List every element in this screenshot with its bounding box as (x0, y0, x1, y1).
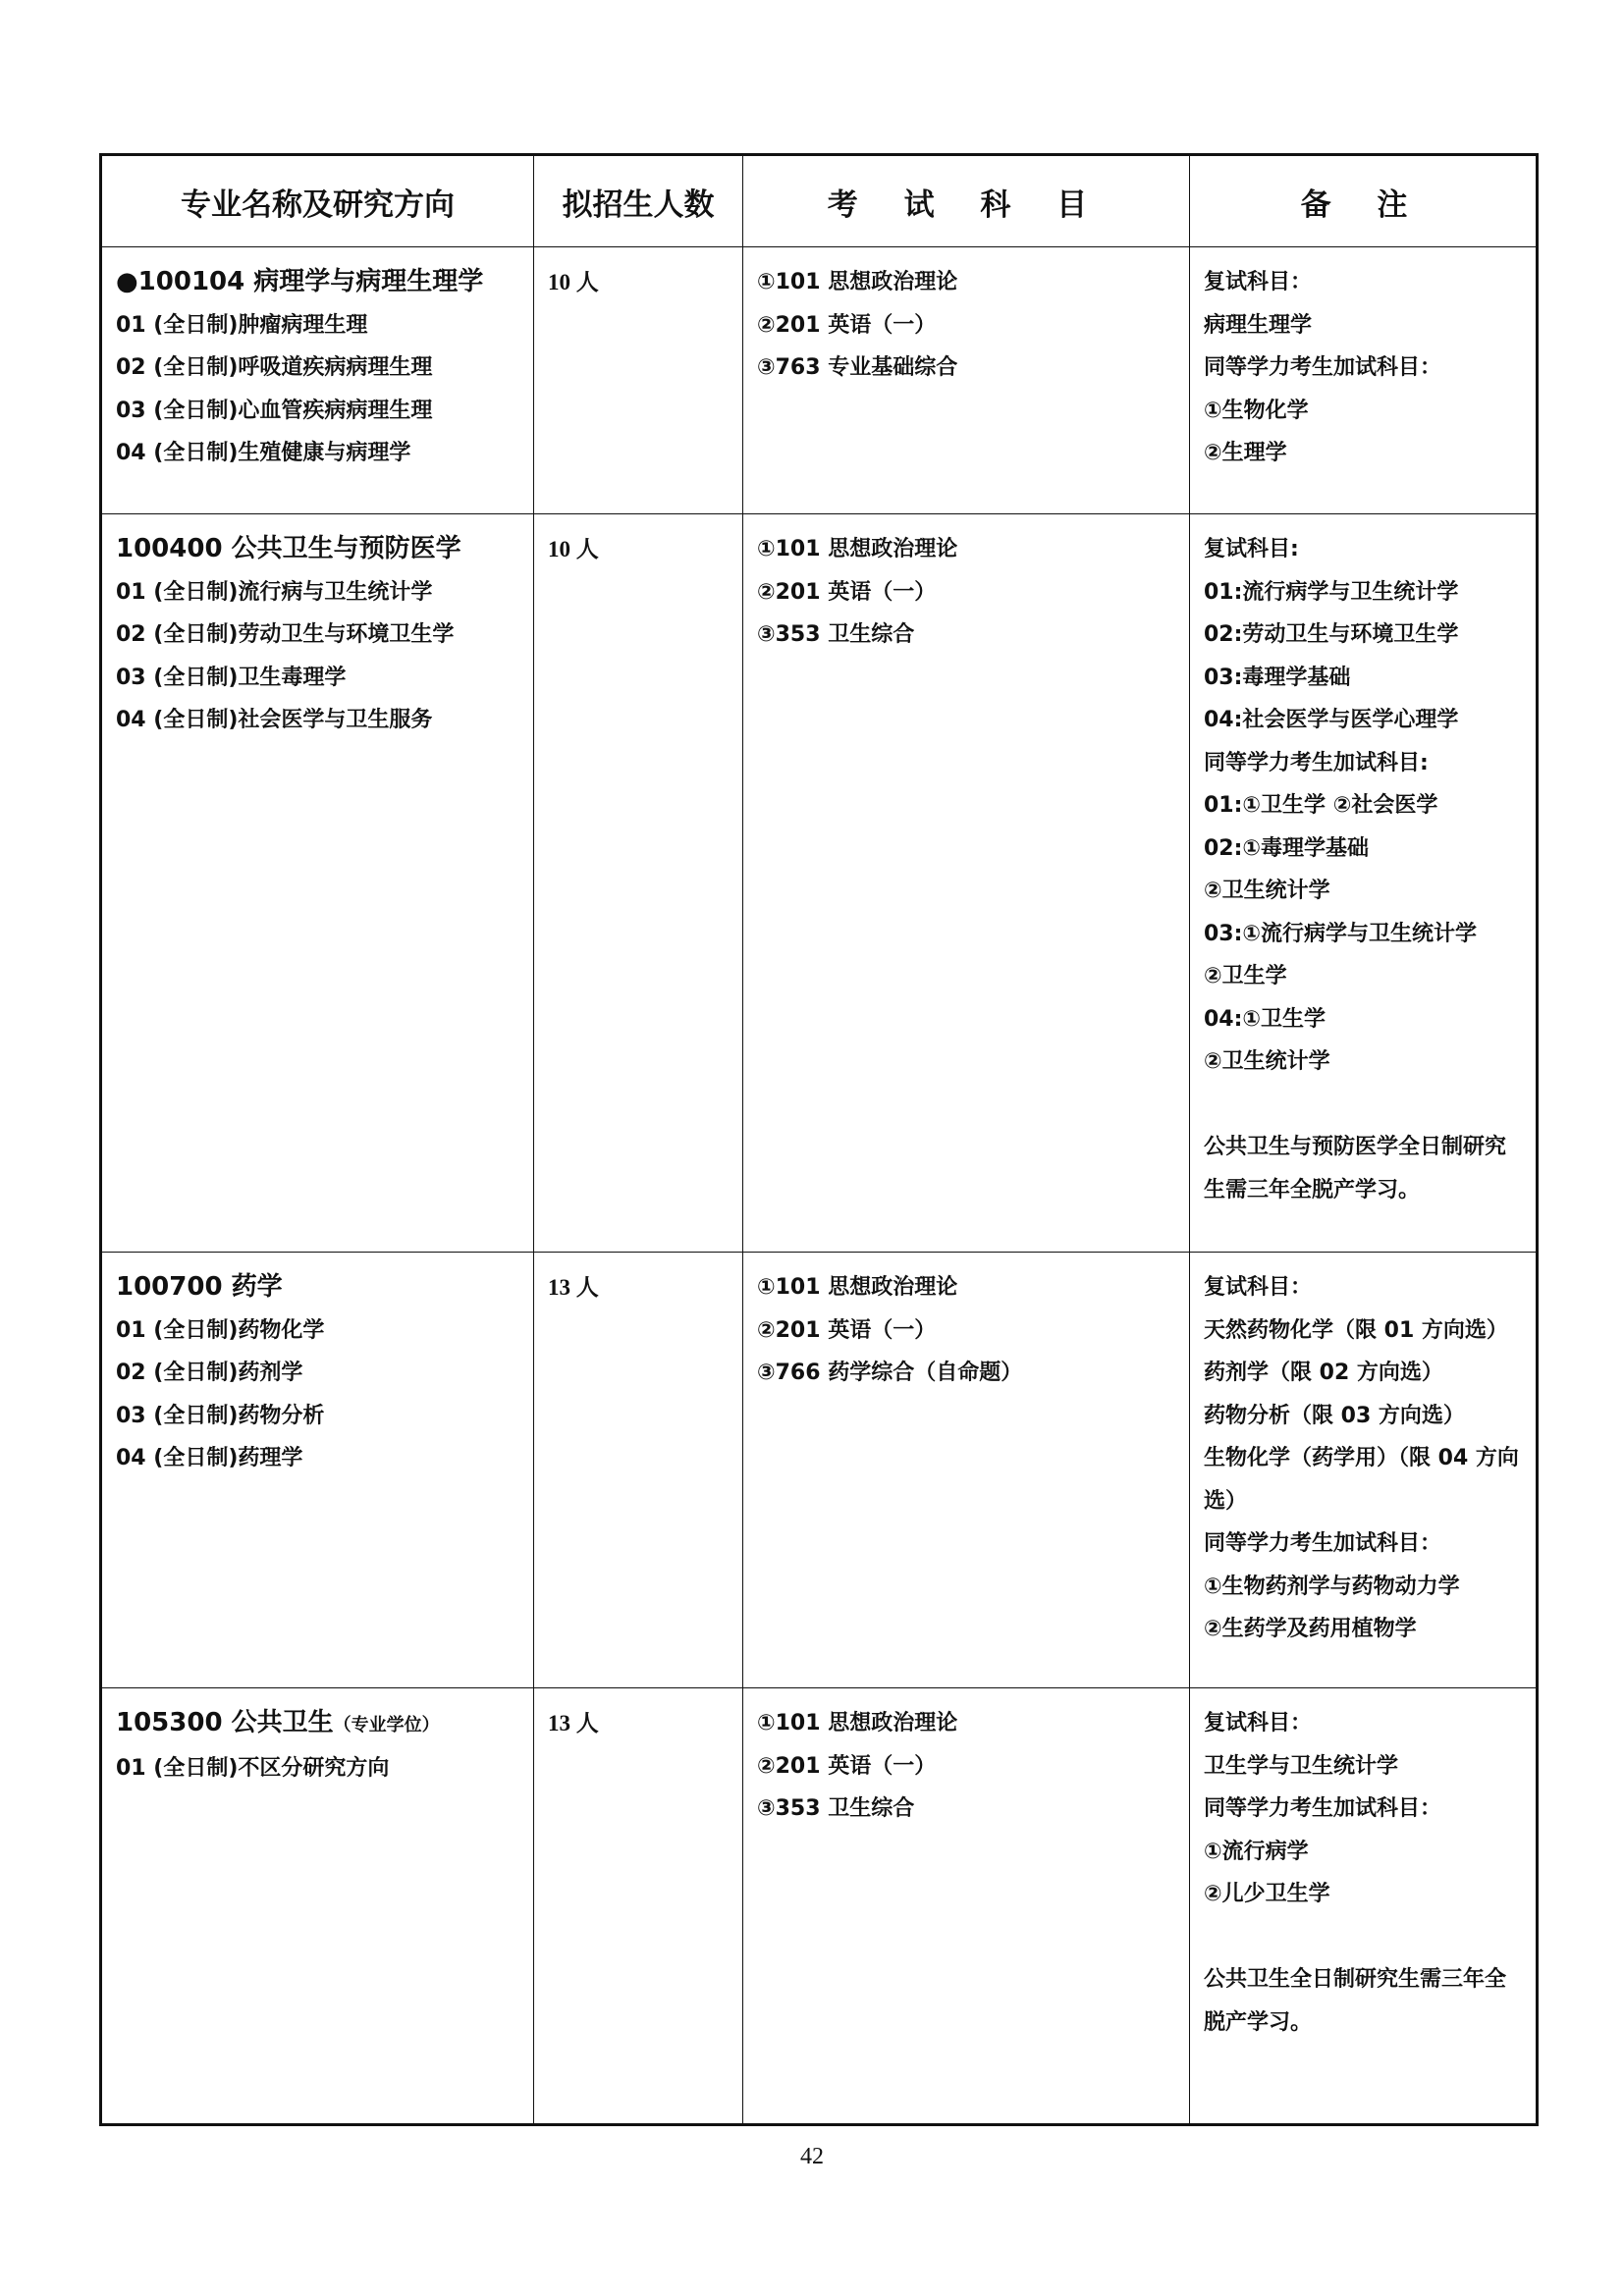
quota-value: 10 人 (548, 537, 599, 561)
note-item: 病理生理学 (1204, 312, 1313, 338)
direction-item: 03 (全日制)卫生毒理学 (116, 665, 347, 690)
note-item: 药物分析（限 03 方向选） (1204, 1403, 1465, 1428)
note-item: 02:劳动卫生与环境卫生学 (1204, 622, 1459, 647)
note-item: 复试科目： (1204, 1711, 1313, 1735)
note-item: 同等学力考生加试科目： (1204, 1531, 1442, 1556)
quota-cell (534, 514, 743, 1253)
quota-cell (534, 247, 743, 514)
major-title (116, 1702, 521, 1747)
subject-item: ②201 英语（一） (757, 1317, 937, 1343)
subject-item: ②201 英语（一） (757, 312, 937, 338)
major-name: 105300 公共卫生 (116, 1708, 334, 1737)
note-item: ②卫生学 (1204, 964, 1287, 988)
note-item: 复试科目： (1204, 270, 1313, 294)
header-notes: 备 注 (1190, 155, 1538, 247)
note-item: 天然药物化学（限 01 方向选） (1204, 1317, 1508, 1343)
note-item: ②儿少卫生学 (1204, 1882, 1330, 1906)
note-item: ②卫生统计学 (1204, 1049, 1330, 1074)
note-item: 药剂学（限 02 方向选） (1204, 1361, 1443, 1385)
subject-item: ①101 思想政治理论 (757, 537, 958, 561)
note-item: ②卫生统计学 (1204, 879, 1330, 903)
header-subjects: 考 试 科 目 (743, 155, 1190, 247)
table-row (101, 247, 1538, 514)
major-cell (101, 1253, 534, 1688)
note-item: ①流行病学 (1204, 1839, 1309, 1864)
notes-cell (1190, 1253, 1538, 1688)
note-item: 03:①流行病学与卫生统计学 (1204, 921, 1478, 946)
note-item: 02:①毒理学基础 (1204, 835, 1370, 861)
note-item: 同等学力考生加试科目： (1204, 355, 1442, 380)
admissions-catalog-table (99, 153, 1539, 2126)
note-item: 生物化学（药学用）（限 04 方向选） (1204, 1446, 1519, 1514)
subjects-cell (743, 514, 1190, 1253)
direction-item: 01 (全日制)肿瘤病理生理 (116, 312, 368, 338)
table-row (101, 1688, 1538, 2125)
subject-item: ①101 思想政治理论 (757, 1711, 958, 1735)
note-item: 04:①卫生学 (1204, 1006, 1326, 1032)
subjects-cell (743, 1253, 1190, 1688)
note-item: 03:毒理学基础 (1204, 665, 1351, 690)
page-number: 42 (800, 2144, 824, 2169)
note-item: 卫生学与卫生统计学 (1204, 1753, 1399, 1779)
subject-item: ①101 思想政治理论 (757, 270, 958, 294)
notes-cell (1190, 247, 1538, 514)
note-item: ②生理学 (1204, 441, 1287, 465)
direction-item: 03 (全日制)药物分析 (116, 1403, 325, 1428)
note-item: 01:①卫生学 ②社会医学 (1204, 793, 1438, 818)
header-quota: 拟招生人数 (534, 155, 743, 247)
major-cell (101, 514, 534, 1253)
spacer (1204, 1084, 1524, 1127)
note-item: ①生物药剂学与药物动力学 (1204, 1574, 1460, 1599)
direction-item: 02 (全日制)呼吸道疾病病理生理 (116, 355, 433, 380)
note-remark: 公共卫生与预防医学全日制研究生需三年全脱产学习。 (1204, 1135, 1507, 1202)
subject-item: ③766 药学综合（自命题） (757, 1361, 1023, 1385)
subject-item: ②201 英语（一） (757, 1753, 937, 1779)
subject-item: ③763 专业基础综合 (757, 355, 958, 380)
note-item: 04:社会医学与医学心理学 (1204, 708, 1459, 732)
quota-cell (534, 1253, 743, 1688)
direction-item: 04 (全日制)社会医学与卫生服务 (116, 708, 433, 732)
note-remark: 公共卫生全日制研究生需三年全脱产学习。 (1204, 1967, 1507, 2035)
major-title: 100700 药学 (116, 1272, 283, 1302)
direction-item: 01 (全日制)不区分研究方向 (116, 1755, 390, 1781)
note-item: ①生物化学 (1204, 398, 1309, 423)
subject-item: ②201 英语（一） (757, 579, 937, 605)
major-cell (101, 247, 534, 514)
direction-item: 01 (全日制)药物化学 (116, 1317, 325, 1343)
note-item: 同等学力考生加试科目: (1204, 750, 1429, 775)
note-item: ②生药学及药用植物学 (1204, 1617, 1417, 1641)
subject-item: ③353 卫生综合 (757, 622, 915, 647)
major-cell (101, 1688, 534, 2125)
header-row (101, 155, 1538, 247)
subject-item: ①101 思想政治理论 (757, 1275, 958, 1300)
spacer (1204, 1916, 1524, 1959)
notes-cell (1190, 514, 1538, 1253)
direction-item: 01 (全日制)流行病与卫生统计学 (116, 579, 433, 605)
quota-value: 13 人 (548, 1275, 599, 1300)
note-item: 同等学力考生加试科目： (1204, 1796, 1442, 1821)
quota-value: 10 人 (548, 270, 599, 294)
quota-value: 13 人 (548, 1711, 599, 1735)
direction-item: 02 (全日制)劳动卫生与环境卫生学 (116, 622, 455, 647)
subjects-cell (743, 1688, 1190, 2125)
major-title: ●100104 病理学与病理生理学 (116, 267, 484, 296)
direction-item: 03 (全日制)心血管疾病病理生理 (116, 398, 433, 423)
note-item: 01:流行病学与卫生统计学 (1204, 579, 1459, 605)
degree-tag: （专业学位） (333, 1715, 440, 1735)
note-item: 复试科目： (1204, 1275, 1313, 1300)
subjects-cell (743, 247, 1190, 514)
table-row (101, 514, 1538, 1253)
major-title: 100400 公共卫生与预防医学 (116, 534, 461, 563)
notes-cell (1190, 1688, 1538, 2125)
header-major: 专业名称及研究方向 (101, 155, 534, 247)
table-row (101, 1253, 1538, 1688)
direction-item: 04 (全日制)生殖健康与病理学 (116, 441, 411, 465)
direction-item: 02 (全日制)药剂学 (116, 1361, 303, 1385)
subject-item: ③353 卫生综合 (757, 1796, 915, 1821)
direction-item: 04 (全日制)药理学 (116, 1446, 303, 1470)
quota-cell (534, 1688, 743, 2125)
note-item: 复试科目: (1204, 537, 1299, 561)
